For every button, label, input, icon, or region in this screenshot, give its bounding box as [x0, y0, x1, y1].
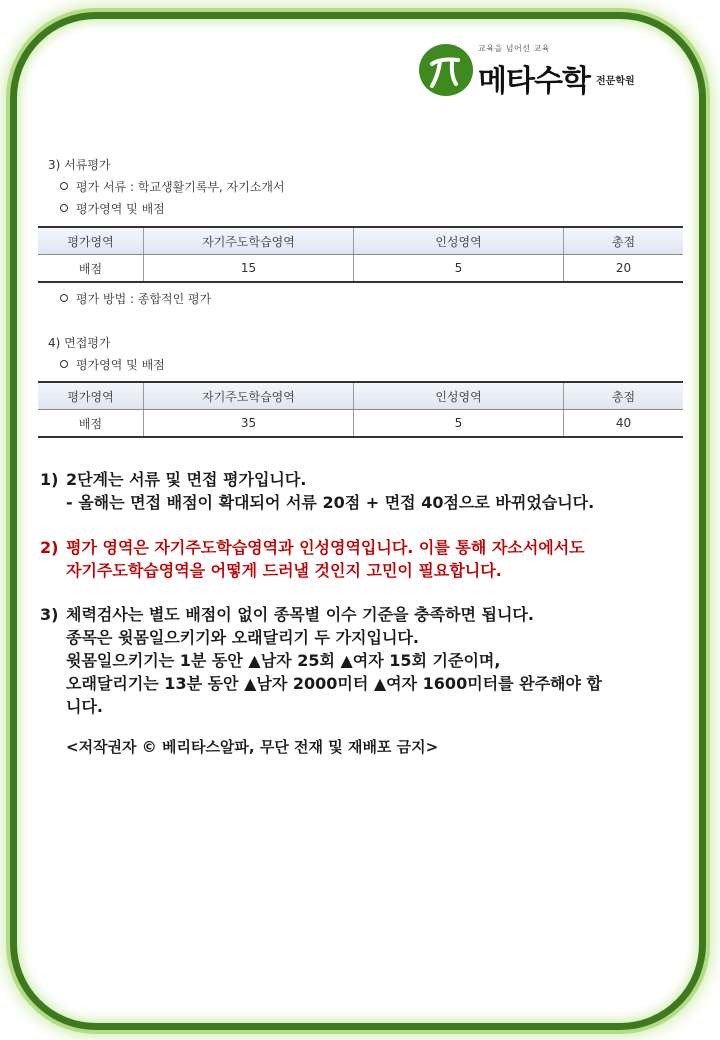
table-header-cell: 평가영역	[38, 382, 144, 410]
pi-logo-icon	[418, 42, 474, 98]
academy-logo	[418, 40, 648, 100]
section-3-docs	[60, 178, 285, 195]
note-3-number: 3)	[40, 605, 59, 624]
table-cell: 40	[564, 410, 684, 438]
section-3-title: 3) 서류평가	[48, 158, 111, 172]
section-3-area-text: 평가영역 및 배점	[76, 202, 165, 216]
page-frame	[10, 12, 706, 1030]
section-4-title: 4) 면접평가	[48, 336, 111, 350]
circle-bullet-icon	[60, 360, 68, 368]
section-4-area	[60, 356, 165, 373]
table-header-cell: 평가영역	[38, 227, 144, 255]
table-cell: 5	[354, 410, 564, 438]
section-3-area	[60, 200, 165, 217]
circle-bullet-icon	[60, 182, 68, 190]
table-header-row	[38, 382, 683, 410]
note-3-line: 종목은 윗몸일으키기와 오래달리기 두 가지입니다.	[66, 628, 419, 647]
table-cell: 배점	[38, 410, 144, 438]
logo-tagline: 교육을 넘어선 교육	[478, 44, 550, 53]
table-header-cell: 자기주도학습영역	[144, 382, 354, 410]
document-score-table	[38, 226, 683, 283]
note-1-number: 1)	[40, 470, 59, 489]
logo-subtitle: 전문학원	[596, 76, 635, 87]
table-cell: 35	[144, 410, 354, 438]
table-row	[38, 255, 683, 283]
table-row	[38, 410, 683, 438]
circle-bullet-icon	[60, 204, 68, 212]
interview-score-table	[38, 381, 683, 438]
note-3-line: 오래달리기는 13분 동안 ▲남자 2000미터 ▲여자 1600미터를 완주해야 합	[66, 674, 602, 693]
section-3-method-text: 평가 방법 : 종합적인 평가	[76, 292, 212, 306]
note-2	[40, 536, 680, 582]
section-3-docs-text: 평가 서류 : 학교생활기록부, 자기소개서	[76, 180, 285, 194]
table-header-cell: 총점	[564, 227, 684, 255]
table-cell: 20	[564, 255, 684, 283]
note-2-line: 자기주도학습영역을 어떻게 드러낼 것인지 고민이 필요합니다.	[66, 561, 502, 580]
table-header-cell: 총점	[564, 382, 684, 410]
section-3-method	[60, 290, 211, 307]
note-3-line: 니다.	[66, 697, 103, 716]
table-header-cell: 인성영역	[354, 227, 564, 255]
table-cell: 5	[354, 255, 564, 283]
note-2-number: 2)	[40, 538, 59, 557]
section-4-area-text: 평가영역 및 배점	[76, 358, 165, 372]
note-1	[40, 468, 680, 514]
note-3-line: 체력검사는 별도 배점이 없이 종목별 이수 기준을 충족하면 됩니다.	[66, 605, 534, 624]
logo-name: 메타수학	[478, 64, 590, 99]
table-header-row	[38, 227, 683, 255]
note-1-line: - 올해는 면접 배점이 확대되어 서류 20점 + 면접 40점으로 바뀌었습니다.	[66, 493, 595, 512]
note-1-line: 2단계는 서류 및 면접 평가입니다.	[66, 470, 307, 489]
table-cell: 15	[144, 255, 354, 283]
circle-bullet-icon	[60, 294, 68, 302]
table-header-cell: 인성영역	[354, 382, 564, 410]
table-header-cell: 자기주도학습영역	[144, 227, 354, 255]
note-3-line: 윗몸일으키기는 1분 동안 ▲남자 25회 ▲여자 15회 기준이며,	[66, 651, 501, 670]
note-2-line: 평가 영역은 자기주도학습영역과 인성영역입니다. 이를 통해 자소서에서도	[66, 538, 585, 557]
copyright-notice: <저작권자 © 베리타스알파, 무단 전재 및 재배포 금지>	[66, 738, 439, 756]
table-cell: 배점	[38, 255, 144, 283]
note-3	[40, 603, 680, 718]
